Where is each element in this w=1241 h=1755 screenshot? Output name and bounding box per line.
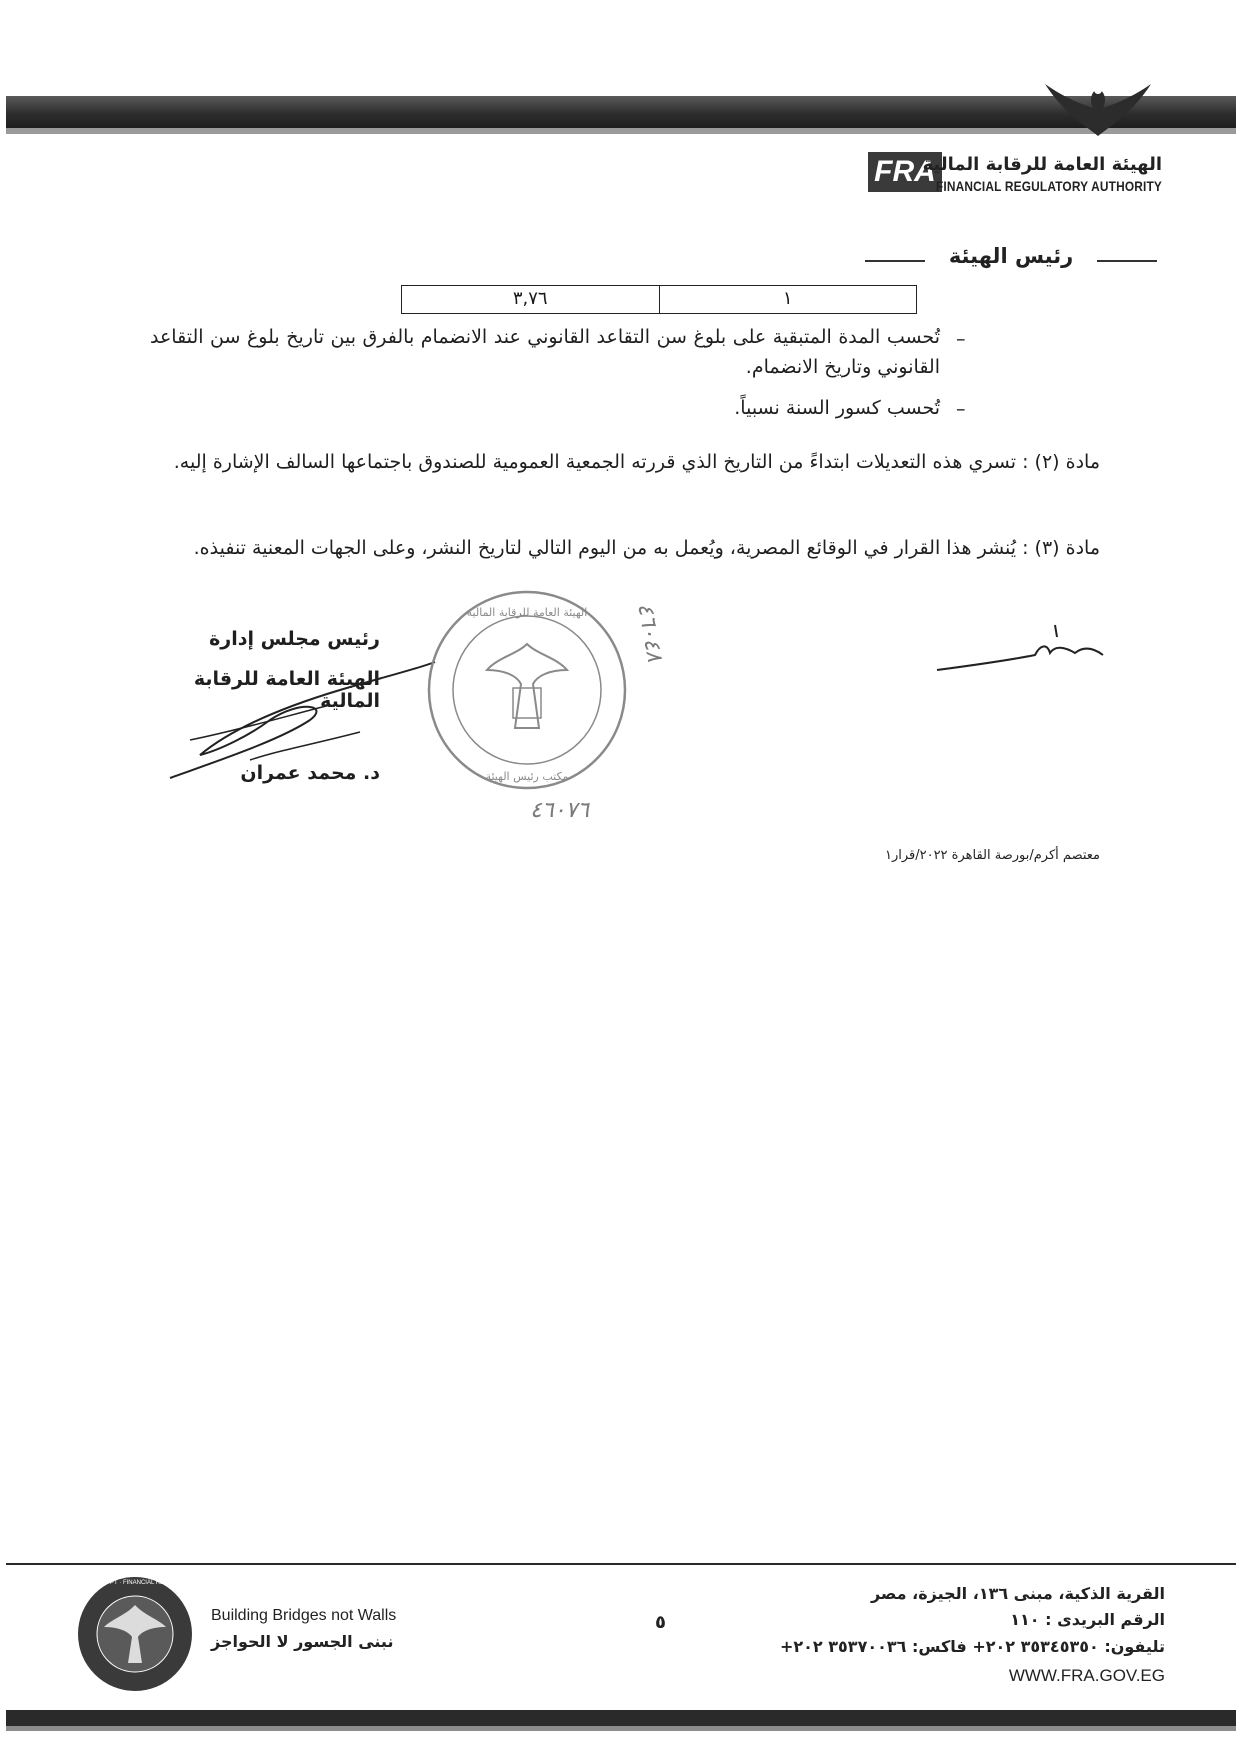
office-title-block	[865, 244, 1165, 274]
fra-logo-mark: FRA	[868, 152, 942, 192]
org-name-arabic: الهيئة العامة للرقابة المالية	[922, 154, 1162, 175]
footer-postal-code: الرقم البريدى : ١١٠	[1010, 1610, 1165, 1629]
slogan-english: Building Bridges not Walls	[211, 1607, 397, 1624]
footer-divider	[6, 1563, 1236, 1565]
seal-text: ARAB REPUBLIC OF EGYPT · FINANCIAL REGULATORY AUTHORITY	[37, 1580, 233, 1586]
table-cell-value: ٣,٧٦	[512, 288, 548, 309]
initials-signature	[935, 615, 1105, 675]
eagle-icon	[1043, 74, 1153, 144]
signatory-org: الهيئة العامة للرقابة المالية	[193, 668, 380, 712]
table-cell-index: ١	[659, 286, 917, 313]
footer-address: القرية الذكية، مبنى ١٣٦، الجيزة، مصر	[870, 1584, 1165, 1603]
signatory-title: رئيس مجلس إدارة	[209, 628, 380, 650]
footer-band-light	[6, 1726, 1236, 1731]
bullet-item: تُحسب المدة المتبقية على بلوغ سن التقاعد القانوني عند الانضمام بالفرق بين تاريخ بلوغ سن التقاعد القانوني وتاريخ الانضمام.	[150, 326, 940, 378]
stamp-number-bottom: ٤٦٠٧٦	[530, 798, 590, 823]
rate-table-row	[401, 285, 917, 314]
org-name-english: FINANCIAL REGULATORY AUTHORITY	[935, 178, 1162, 194]
slogan-arabic: نبنى الجسور لا الحواجز	[211, 1632, 394, 1651]
title-dash-right	[1097, 260, 1157, 262]
bullet-marker: –	[956, 398, 966, 420]
signatory-name: د. محمد عمران	[240, 762, 380, 784]
bullet-item: تُحسب كسور السنة نسبياً.	[734, 397, 940, 419]
svg-text:مكتب رئيس الهيئة: مكتب رئيس الهيئة	[485, 770, 569, 783]
title-dash-left	[865, 260, 925, 262]
fra-seal-icon	[37, 1575, 233, 1693]
bullet-marker: –	[956, 328, 966, 350]
footer-band	[6, 1710, 1236, 1726]
footer-phone-fax: تليفون: ٣٥٣٤٥٣٥٠ ٢٠٢+ فاكس: ٣٥٣٧٠٠٣٦ ٢٠٢+	[779, 1637, 1165, 1656]
svg-text:الهيئة العامة للرقابة المالية: الهيئة العامة للرقابة المالية	[466, 606, 588, 619]
office-title: رئيس الهيئة	[948, 244, 1074, 268]
org-logo	[868, 80, 1168, 205]
official-stamp	[425, 588, 630, 793]
stamp-number-top: ٤٦٠٤٨	[632, 601, 667, 664]
footer-website-link[interactable]: WWW.FRA.GOV.EG	[1008, 1666, 1165, 1685]
handwritten-signature	[160, 660, 440, 790]
article-3: مادة (٣) : يُنشر هذا القرار في الوقائع المصرية، ويُعمل به من اليوم التالي لتاريخ النشر، وعلى الجهات المعنية تنفيذه.	[193, 537, 1100, 559]
article-2: مادة (٢) : تسري هذه التعديلات ابتداءً من التاريخ الذي قررته الجمعية العمومية للصندوق باجتماعها السالف الإشارة إليه.	[173, 451, 1100, 473]
document-reference: معتصم أكرم/بورصة القاهرة ٢٠٢٢/قرار١	[884, 848, 1100, 863]
page-number: ٥	[655, 1612, 666, 1633]
